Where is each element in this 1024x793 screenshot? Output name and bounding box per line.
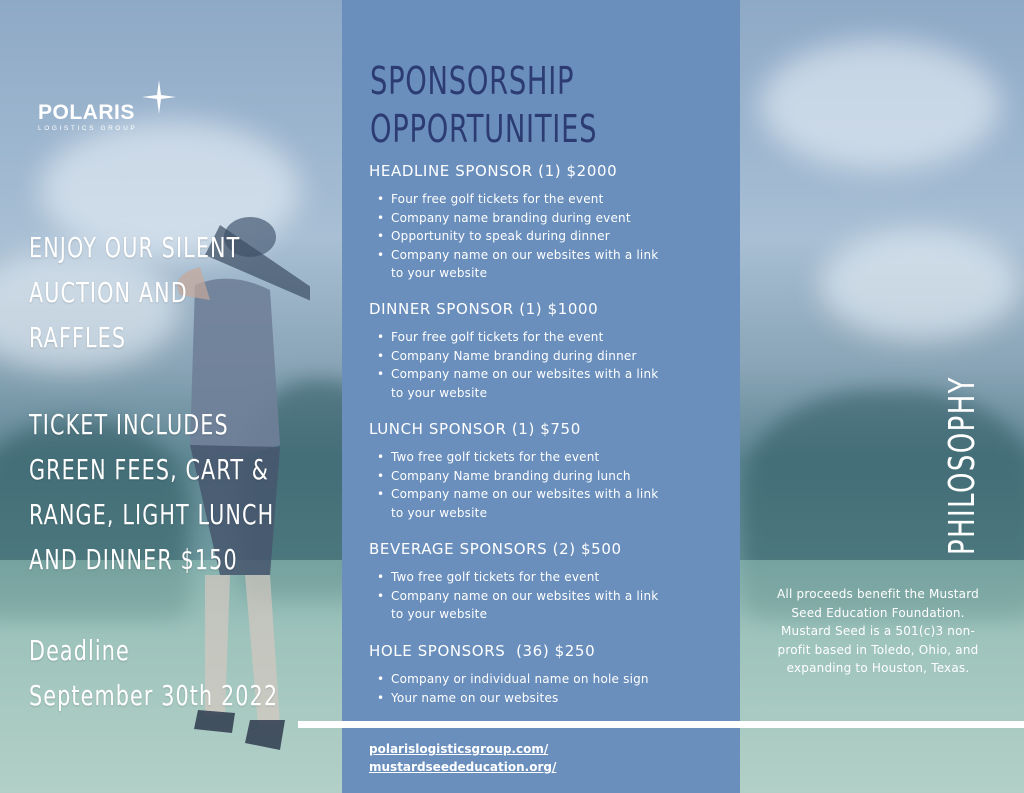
- polaris-logo: [38, 102, 137, 133]
- tier-heading: HEADLINE SPONSOR (1) $2000: [369, 162, 618, 180]
- tier-item: • Company Name branding during dinner: [391, 347, 729, 366]
- tier-item: • Opportunity to speak during dinner: [391, 227, 729, 246]
- polaris-website-link[interactable]: polarislogisticsgroup.com/: [369, 742, 549, 756]
- tier-item: • Company Name branding during lunch: [391, 467, 729, 486]
- sponsorship-title: [370, 57, 658, 153]
- tier-item: • Company name on our websites with a link to your website: [391, 587, 671, 624]
- ticket-line: RANGE, LIGHT LUNCH: [29, 498, 275, 531]
- deadline-text: [29, 628, 325, 718]
- ticket-line: GREEN FEES, CART &: [29, 453, 270, 486]
- auction-line: AUCTION AND: [29, 276, 188, 309]
- tier-heading: HOLE SPONSORS (36) $250: [369, 642, 596, 660]
- tier-lunch: [369, 420, 729, 522]
- title-line: OPPORTUNITIES: [370, 107, 598, 151]
- logo-name: POLARIS: [38, 101, 135, 124]
- tier-item: • Two free golf tickets for the event: [391, 568, 729, 587]
- ticket-line: TICKET INCLUDES: [29, 408, 229, 441]
- tier-heading: BEVERAGE SPONSORS (2) $500: [369, 540, 622, 558]
- divider-line: [298, 721, 1024, 728]
- title-line: SPONSORSHIP: [370, 59, 575, 103]
- tier-item: • Company name branding during event: [391, 209, 729, 228]
- star-icon: [142, 80, 176, 114]
- auction-text: [29, 225, 295, 360]
- tier-item: • Four free golf tickets for the event: [391, 328, 729, 347]
- tier-item: • Company name on our websites with a link to your website: [391, 365, 671, 402]
- deadline-label: Deadline: [29, 634, 130, 667]
- ticket-text: [29, 402, 325, 582]
- philosophy-heading: PHILOSOPHY: [942, 376, 983, 555]
- tier-headline: [369, 162, 729, 283]
- tier-item: • Your name on our websites: [391, 689, 729, 708]
- logo-subtitle: LOGISTICS GROUP: [38, 125, 138, 132]
- website-links: [369, 740, 556, 776]
- deadline-date: September 30th 2022: [29, 679, 279, 712]
- ticket-line: AND DINNER $150: [29, 543, 238, 576]
- auction-line: ENJOY OUR SILENT: [29, 231, 241, 264]
- tier-item: • Two free golf tickets for the event: [391, 448, 729, 467]
- tier-item: • Company name on our websites with a link to your website: [391, 485, 671, 522]
- tier-hole: [369, 642, 729, 707]
- tier-dinner: [369, 300, 729, 402]
- sponsorship-panel: [342, 0, 740, 793]
- tier-item: • Company or individual name on hole sign: [391, 670, 729, 689]
- mustard-seed-website-link[interactable]: mustardseededucation.org/: [369, 760, 557, 774]
- tier-beverage: [369, 540, 729, 624]
- tier-item: • Four free golf tickets for the event: [391, 190, 729, 209]
- tier-item: • Company name on our websites with a link to your website: [391, 246, 671, 283]
- philosophy-text: All proceeds benefit the Mustard Seed Education Foundation. Mustard Seed is a 501(c)3 non-profit based in Toledo, Ohio, and expanding to Houston, Texas.: [777, 587, 979, 675]
- tier-heading: LUNCH SPONSOR (1) $750: [369, 420, 581, 438]
- tier-heading: DINNER SPONSOR (1) $1000: [369, 300, 599, 318]
- auction-line: RAFFLES: [29, 321, 127, 354]
